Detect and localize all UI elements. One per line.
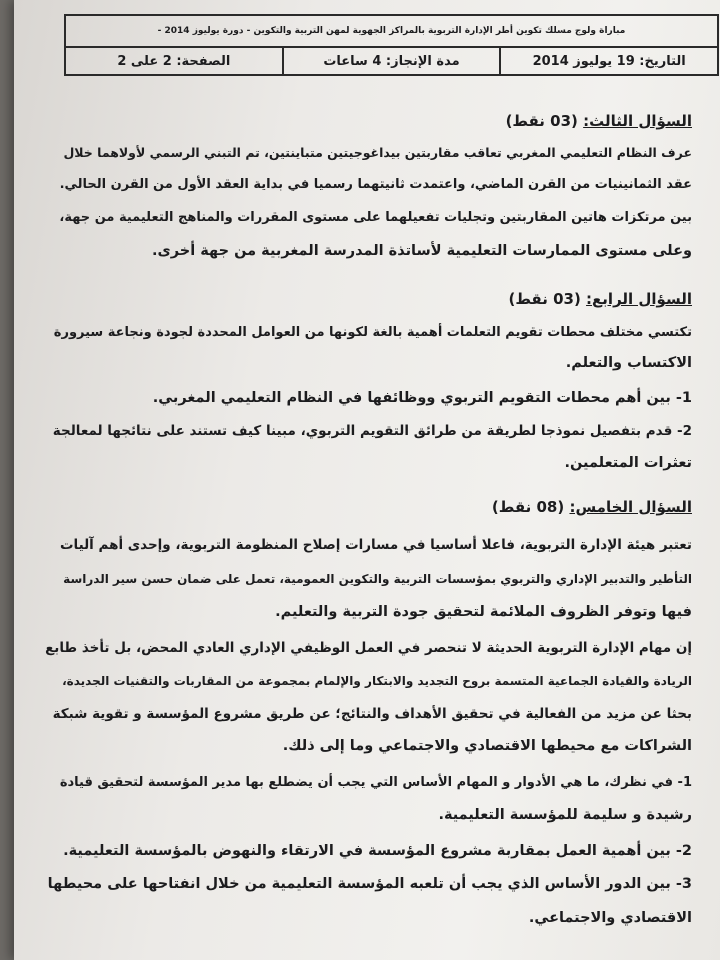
question-3-heading — [506, 112, 692, 130]
question-3-points: (03 نقط) — [505, 112, 578, 130]
question-5-label: السؤال الخامس: — [569, 498, 692, 516]
question-5-item-2: 2- بين أهمية العمل بمقاربة مشروع المؤسسة في الارتقاء والنهوض بالمؤسسة التعليمية. — [63, 843, 692, 859]
exam-date: التاريخ: 19 يوليوز 2014 — [499, 48, 717, 76]
question-5-line: إن مهام الإدارة التربوية الحديثة لا تنحصر في العمل الوظيفي الإداري العادي المحض، بل تأخذ طابع — [45, 640, 692, 656]
question-5-line: الاقتصادي والاجتماعي. — [528, 910, 692, 926]
question-5-points: (08 نقط) — [491, 498, 565, 516]
question-3-label: السؤال الثالث: — [583, 112, 692, 130]
question-4-item-2: 2- قدم بتفصيل نموذجا لطريقة من طرائق التقويم التربوي، مبينا كيف تستند على نتائجها لمعالجة — [52, 423, 692, 439]
question-3-line: وعلى مستوى الممارسات التعليمية لأساتذة المدرسة المغربية من جهة أخرى. — [151, 243, 692, 259]
question-4-item-1: 1- بين أهم محطات التقويم التربوي ووظائفها في النظام التعليمي المغربي. — [152, 390, 692, 406]
question-5-line: الشراكات مع محيطها الاقتصادي والاجتماعي وما إلى ذلك. — [282, 738, 692, 754]
exam-duration: مدة الإنجاز: 4 ساعات — [282, 48, 500, 76]
question-5-line: التأطير والتدبير الإداري والتربوي بمؤسسات التربية والتكوين العمومية، تعمل على ضمان حسن سير الدراسة — [63, 572, 692, 586]
question-5-item-1: 1- في نظرك، ما هي الأدوار و المهام الأساس التي يجب أن يضطلع بها مدير المؤسسة لتحقيق قيادة — [59, 775, 692, 790]
exam-page — [14, 0, 720, 960]
question-4-line: تكتسي مختلف محطات تقويم التعلمات أهمية بالغة لكونها من العوامل المحددة لجودة ونجاعة سيرورة — [53, 325, 692, 340]
question-4-line: الاكتساب والتعلم. — [565, 355, 692, 371]
question-5-item-3: 3- بين الدور الأساس الذي يجب أن تلعبه المؤسسة التعليمية من خلال انفتاحها على محيطها — [47, 876, 692, 892]
question-5-line: بحثا عن مزيد من الفعالية في تحقيق الأهداف والنتائج؛ عن طريق مشروع المؤسسة و تقوية شبكة — [52, 706, 692, 722]
question-3-line: بين مرتكزات هاتين المقاربتين وتجليات تفعيلهما على مستوى المقررات والمناهج التعليمية من جهة، — [59, 210, 692, 225]
exam-meta-row — [66, 48, 717, 76]
question-5-line: تعتبر هيئة الإدارة التربوية، فاعلا أساسيا في مسارات إصلاح المنظومة التربوية، وإحدى أهم آليات — [59, 537, 692, 553]
question-5-line: فيها وتوفر الظروف الملائمة لتحقيق جودة التربية والتعليم. — [275, 604, 692, 620]
question-5-heading — [492, 498, 692, 516]
question-3-line: عقد الثمانينيات من القرن الماضي، واعتمدت ثانيتهما رسميا في بداية العقد الأول من القرن الحالي. — [59, 177, 692, 192]
question-3-line: عرف النظام التعليمي المغربي تعاقب مقاربتين بيداغوجيتين متباينتين، تم التبني الرسمي لأولاهما خلال — [63, 145, 692, 160]
question-4-heading — [509, 290, 693, 308]
question-4-line: تعثرات المتعلمين. — [564, 455, 692, 471]
question-4-label: السؤال الرابع: — [586, 290, 692, 308]
question-4-points: (03 نقط) — [508, 290, 581, 308]
question-5-line: الريادة والقيادة الجماعية المتسمة بروح التجديد والابتكار والإلمام بمجموعة من المقاربات والتقنيات الجديدة، — [62, 674, 692, 688]
exam-title: مباراة ولوج مسلك تكوين أطر الإدارة التربوية بالمراكز الجهوية لمهن التربية والتكوين - دورة يوليوز 2014 - — [66, 16, 717, 48]
exam-page-number: الصفحة: 2 على 2 — [117, 54, 231, 69]
question-5-line: رشيدة و سليمة للمؤسسة التعليمية. — [438, 807, 692, 823]
exam-header-table — [64, 14, 719, 76]
